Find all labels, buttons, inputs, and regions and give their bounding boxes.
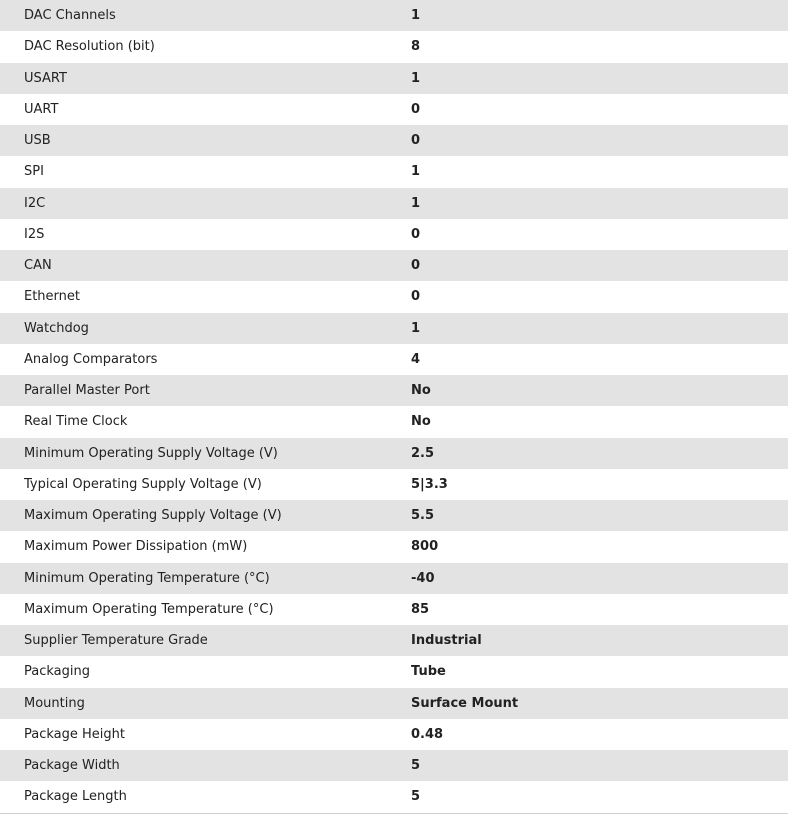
spec-value: 8 xyxy=(411,31,788,62)
spec-attribute: Supplier Temperature Grade xyxy=(0,625,411,656)
spec-attribute: Maximum Power Dissipation (mW) xyxy=(0,531,411,562)
spec-value: 5 xyxy=(411,781,788,812)
spec-value: Surface Mount xyxy=(411,688,788,719)
spec-value: 0 xyxy=(411,219,788,250)
spec-row xyxy=(0,500,788,531)
spec-value: No xyxy=(411,406,788,437)
spec-attribute: I2C xyxy=(0,188,411,219)
spec-row xyxy=(0,156,788,187)
spec-row xyxy=(0,688,788,719)
spec-attribute: Package Width xyxy=(0,750,411,781)
spec-attribute: I2S xyxy=(0,219,411,250)
spec-attribute: Ethernet xyxy=(0,281,411,312)
spec-value: 0 xyxy=(411,250,788,281)
spec-value: 1 xyxy=(411,0,788,31)
spec-row xyxy=(0,313,788,344)
spec-row xyxy=(0,438,788,469)
spec-attribute: USB xyxy=(0,125,411,156)
spec-row xyxy=(0,750,788,781)
spec-value: 0 xyxy=(411,125,788,156)
spec-value: 2.5 xyxy=(411,438,788,469)
spec-attribute: Parallel Master Port xyxy=(0,375,411,406)
spec-value: 0 xyxy=(411,94,788,125)
spec-attribute: Analog Comparators xyxy=(0,344,411,375)
spec-value: Industrial xyxy=(411,625,788,656)
spec-attribute: Package Length xyxy=(0,781,411,812)
spec-row xyxy=(0,219,788,250)
spec-attribute: Packaging xyxy=(0,656,411,687)
spec-attribute: Watchdog xyxy=(0,313,411,344)
spec-attribute: Mounting xyxy=(0,688,411,719)
spec-attribute: DAC Resolution (bit) xyxy=(0,31,411,62)
spec-attribute: DAC Channels xyxy=(0,0,411,31)
spec-value: 1 xyxy=(411,63,788,94)
spec-attribute: Maximum Operating Temperature (°C) xyxy=(0,594,411,625)
spec-attribute: Typical Operating Supply Voltage (V) xyxy=(0,469,411,500)
spec-row xyxy=(0,0,788,31)
spec-row xyxy=(0,31,788,62)
spec-row xyxy=(0,781,788,812)
spec-row xyxy=(0,281,788,312)
spec-attribute: USART xyxy=(0,63,411,94)
spec-row xyxy=(0,719,788,750)
spec-attribute: Package Height xyxy=(0,719,411,750)
spec-value: Tube xyxy=(411,656,788,687)
spec-attribute: Real Time Clock xyxy=(0,406,411,437)
spec-row xyxy=(0,406,788,437)
spec-value: 1 xyxy=(411,188,788,219)
spec-row xyxy=(0,625,788,656)
spec-attribute: Maximum Operating Supply Voltage (V) xyxy=(0,500,411,531)
spec-row xyxy=(0,94,788,125)
spec-row xyxy=(0,594,788,625)
spec-value: 5|3.3 xyxy=(411,469,788,500)
spec-row xyxy=(0,469,788,500)
spec-row xyxy=(0,375,788,406)
spec-value: 5.5 xyxy=(411,500,788,531)
spec-attribute: Minimum Operating Temperature (°C) xyxy=(0,563,411,594)
spec-row xyxy=(0,125,788,156)
spec-value: 0 xyxy=(411,281,788,312)
spec-attribute: UART xyxy=(0,94,411,125)
spec-value: 0.48 xyxy=(411,719,788,750)
spec-value: 4 xyxy=(411,344,788,375)
spec-attribute: CAN xyxy=(0,250,411,281)
spec-value: 5 xyxy=(411,750,788,781)
spec-value: 85 xyxy=(411,594,788,625)
spec-value: 1 xyxy=(411,156,788,187)
spec-attribute: Minimum Operating Supply Voltage (V) xyxy=(0,438,411,469)
spec-row xyxy=(0,250,788,281)
spec-value: No xyxy=(411,375,788,406)
spec-value: -40 xyxy=(411,563,788,594)
spec-row xyxy=(0,63,788,94)
spec-row xyxy=(0,188,788,219)
spec-row xyxy=(0,344,788,375)
spec-attribute: SPI xyxy=(0,156,411,187)
spec-value: 800 xyxy=(411,531,788,562)
spec-row xyxy=(0,563,788,594)
spec-value: 1 xyxy=(411,313,788,344)
spec-row xyxy=(0,531,788,562)
spec-row xyxy=(0,656,788,687)
